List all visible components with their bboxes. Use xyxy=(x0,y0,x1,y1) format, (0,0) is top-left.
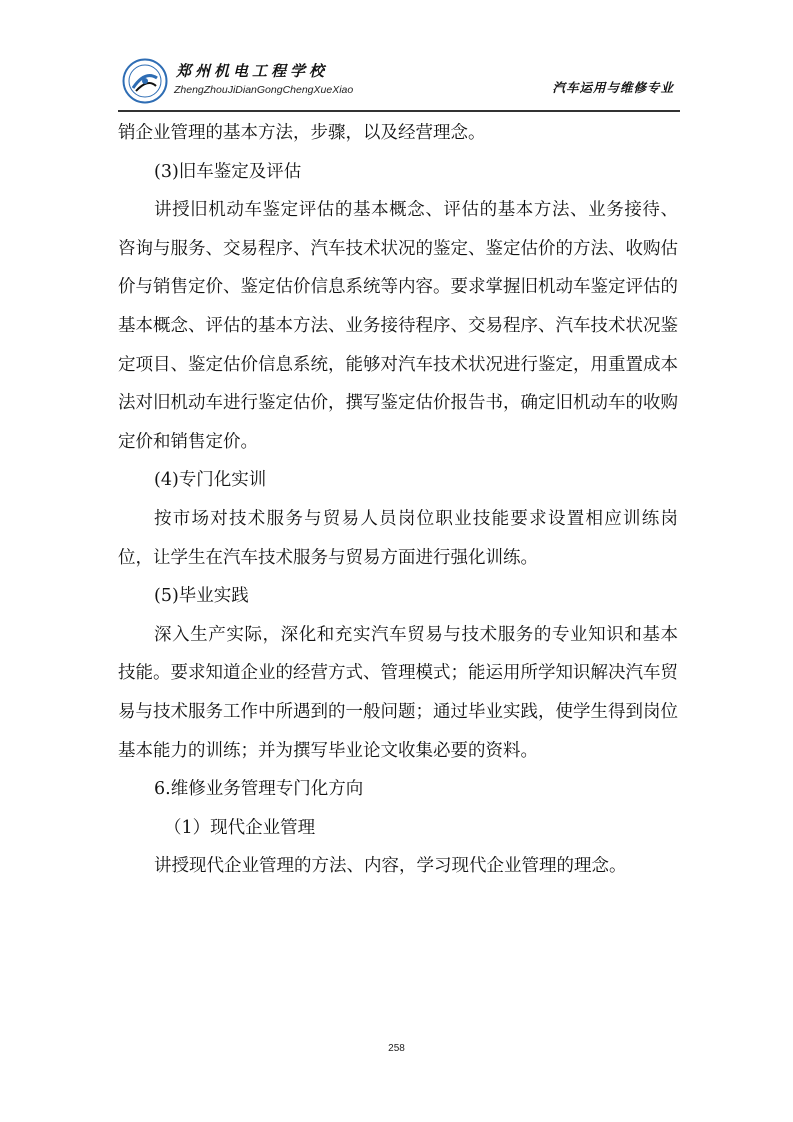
document-body xyxy=(118,114,678,886)
section-heading: (3)旧车鉴定及评估 xyxy=(154,161,302,182)
body-paragraph: 按市场对技术服务与贸易人员岗位职业技能要求设置相应训练岗位，让学生在汽车技术服务与贸易方面进行强化训练。 xyxy=(118,508,678,568)
body-paragraph: 销企业管理的基本方法，步骤，以及经营理念。 xyxy=(118,123,486,143)
body-paragraph: 讲授现代企业管理的方法、内容，学习现代企业管理的理念。 xyxy=(154,856,627,877)
section-heading: （1）现代企业管理 xyxy=(164,817,316,838)
section-heading: 6.维修业务管理专门化方向 xyxy=(154,779,364,800)
section-heading: (5)毕业实践 xyxy=(154,586,249,607)
school-logo-icon xyxy=(122,58,168,104)
header-divider xyxy=(118,110,680,112)
body-paragraph: 深入生产实际，深化和充实汽车贸易与技术服务的专业知识和基本技能。要求知道企业的经营方式、管理模式；能运用所学知识解决汽车贸易与技术服务工作中所遇到的一般问题；通过毕业实践，使学生得到岗位基本能力的训练；并为撰写毕业论文收集必要的资料。 xyxy=(118,624,678,761)
page-header xyxy=(118,54,680,110)
school-name-chinese: 郑州机电工程学校 xyxy=(176,62,329,80)
section-heading: (4)专门化实训 xyxy=(154,470,267,491)
page-number: 258 xyxy=(388,1043,405,1054)
school-name-english: ZhengZhouJiDianGongChengXueXiao xyxy=(174,84,354,96)
major-name: 汽车运用与维修专业 xyxy=(552,80,674,95)
body-paragraph: 讲授旧机动车鉴定评估的基本概念、评估的基本方法、业务接待、咨询与服务、交易程序、汽车技术状况的鉴定、鉴定估价的方法、收购估价与销售定价、鉴定估价信息系统等内容。要求掌握旧机动车鉴定评估的基本概念、评估的基本方法、业务接待程序、交易程序、汽车技术状况鉴定项目、鉴定估价信息系统，能够对汽车技术状况进行鉴定，用重置成本法对旧机动车进行鉴定估价，撰写鉴定估价报告书，确定旧机动车的收购定价和销售定价。 xyxy=(118,200,678,452)
